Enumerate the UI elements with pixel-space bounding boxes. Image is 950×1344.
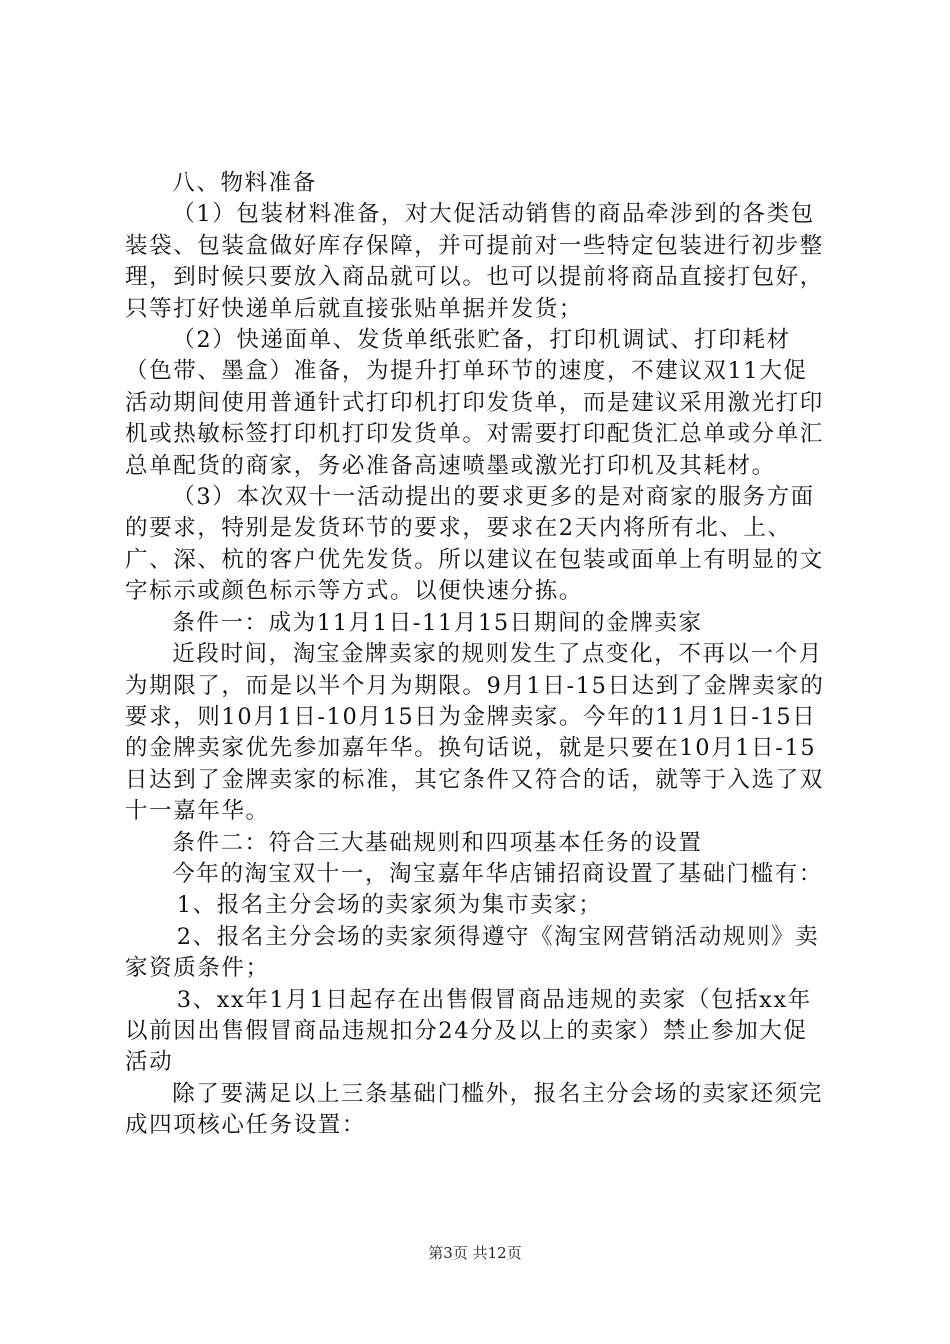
rule-item-2: 2、报名主分会场的卖家须得遵守《淘宝网营销活动规则》卖家资质条件； xyxy=(125,923,820,982)
rule-item-1: 1、报名主分会场的卖家须为集市卖家； xyxy=(176,892,603,919)
condition-one-title: 条件一：成为11月1日-11月15日期间的金牌卖家 xyxy=(172,609,703,636)
paragraph-printing: （2）快递面单、发货单纸张贮备，打印机调试、打印耗材（色带、墨盒）准备，为提升打单环节的速度，不建议双11大促活动期间使用普通针式打印机打印发货单，而是建议采用激光打印机或热敏标签打印机打印发货单。对需要打印配货汇总单或分单汇总单配货的商家，务必准备高速喷墨或激光打印机及其耗材。 xyxy=(125,327,824,479)
paragraph-thresholds: 今年的淘宝双十一，淘宝嘉年华店铺招商设置了基础门槛有： xyxy=(172,860,823,887)
page-number: 第3页 共12页 xyxy=(428,1244,522,1262)
rule-item-3: 3、xx年1月1日起存在出售假冒商品违规的卖家（包括xx年以前因出售假冒商品违规扣分24分及以上的卖家）禁止参加大促活动 xyxy=(125,986,812,1076)
paragraph-shipping: （3）本次双十一活动提出的要求更多的是对商家的服务方面的要求，特别是发货环节的要求，要求在2天内将所有北、上、广、深、杭的客户优先发货。所以建议在包装或面单上有明显的文字标示或颜色标示等方式。以便快速分拣。 xyxy=(125,484,824,605)
condition-two-title: 条件二：符合三大基础规则和四项基本任务的设置 xyxy=(172,829,703,856)
paragraph-packaging: （1）包装材料准备，对大促活动销售的商品牵涉到的各类包装袋、包装盒做好库存保障，并可提前对一些特定包装进行初步整理，到时候只要放入商品就可以。也可以提前将商品直接打包好，只等打好快递单后就直接张贴单据并发货； xyxy=(125,201,824,322)
document-body xyxy=(125,168,828,1142)
paragraph-gold-seller: 近段时间，淘宝金牌卖家的规则发生了点变化，不再以一个月为期限了，而是以半个月为期限。9月1日-15日达到了金牌卖家的要求，则10月1日-10月15日为金牌卖家。今年的11月1日-15日的金牌卖家优先参加嘉年华。换句话说，就是只要在10月1日-15日达到了金牌卖家的标准，其它条件又符合的话，就等于入选了双十一嘉年华。 xyxy=(125,641,825,825)
paragraph-core-tasks: 除了要满足以上三条基础门槛外，报名主分会场的卖家还须完成四项核心任务设置： xyxy=(125,1080,823,1139)
section-heading: 八、物料准备 xyxy=(172,170,317,196)
